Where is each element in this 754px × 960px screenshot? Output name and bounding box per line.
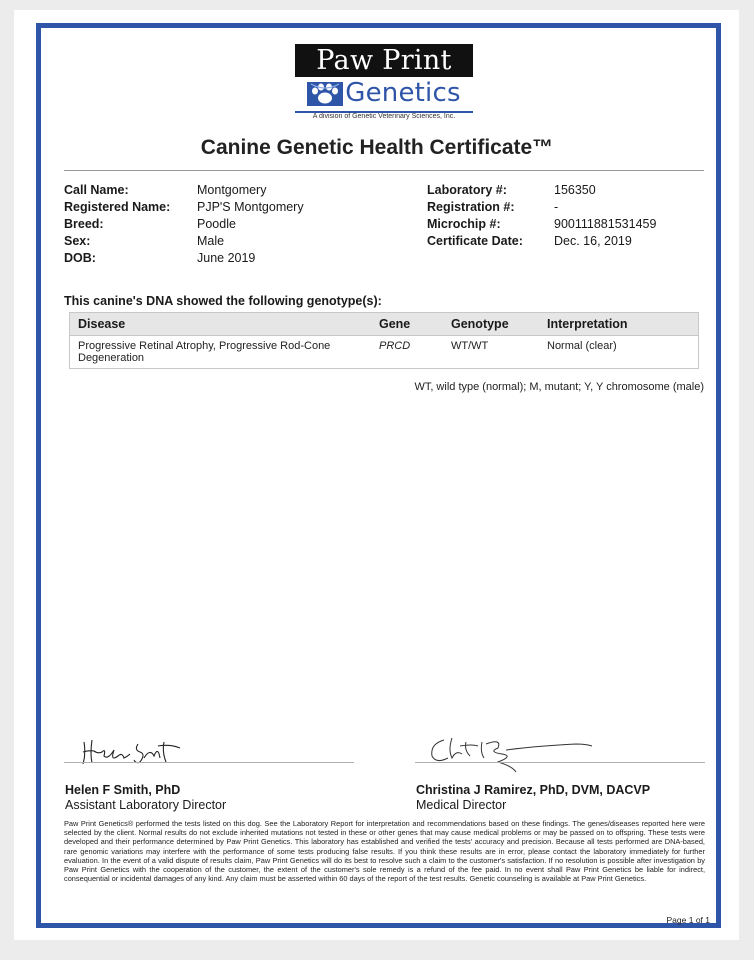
info-label: Certificate Date: <box>427 234 523 248</box>
cell-gene: PRCD <box>379 340 411 352</box>
info-label: Microchip #: <box>427 217 501 231</box>
info-value: Male <box>197 234 225 248</box>
cell-interpretation: Normal (clear) <box>547 340 617 352</box>
lab-info-row <box>427 233 656 250</box>
signature-helen-smith <box>80 736 190 768</box>
dog-info-row <box>64 216 304 233</box>
info-label: Registration #: <box>427 200 515 214</box>
signature-line-left <box>64 762 354 763</box>
dog-info-row <box>64 182 304 199</box>
lab-info-row <box>427 199 656 216</box>
genotype-table <box>69 312 699 369</box>
signature-christina-ramirez <box>426 732 596 776</box>
header-interpretation: Interpretation <box>539 313 699 336</box>
signatory-name: Christina J Ramirez, PhD, DVM, DACVP <box>416 783 651 797</box>
certificate-title: Canine Genetic Health Certificate™ <box>200 136 554 159</box>
logo-line1: Paw Print <box>295 44 473 77</box>
lab-info-row <box>427 216 656 233</box>
lab-info-block <box>427 182 656 250</box>
header-disease: Disease <box>70 313 372 336</box>
table-row <box>70 336 699 369</box>
table-header-row <box>70 313 699 336</box>
dog-info-block <box>64 182 304 267</box>
header-gene: Gene <box>371 313 443 336</box>
dog-info-row <box>64 250 304 267</box>
cell-genotype: WT/WT <box>451 340 489 352</box>
signatory-role: Medical Director <box>416 798 507 812</box>
info-label: Registered Name: <box>64 200 171 214</box>
logo-subtitle: A division of Genetic Veterinary Sciences, Inc. <box>312 113 456 120</box>
info-label: DOB: <box>64 251 96 265</box>
genotype-legend: WT, wild type (normal); M, mutant; Y, Y chromosome (male) <box>414 381 704 393</box>
info-value: - <box>554 200 559 214</box>
dog-info-row <box>64 199 304 216</box>
info-label: Call Name: <box>64 183 129 197</box>
genotype-heading: This canine's DNA showed the following genotype(s): <box>64 294 382 308</box>
page-number: Page 1 of 1 <box>666 915 710 925</box>
dog-info-row <box>64 233 304 250</box>
info-label: Breed: <box>64 217 104 231</box>
lab-info-row <box>427 182 656 199</box>
title-divider <box>64 170 704 171</box>
cell-disease: Progressive Retinal Atrophy, Progressive Rod-Cone Degeneration <box>78 340 331 364</box>
header-genotype: Genotype <box>443 313 539 336</box>
info-value: PJP'S Montgomery <box>197 200 304 214</box>
logo-line2: Genetics <box>345 78 461 108</box>
signature-line-right <box>415 762 705 763</box>
info-value: June 2019 <box>197 251 256 265</box>
paw-dna-icon <box>307 78 343 108</box>
info-label: Laboratory #: <box>427 183 507 197</box>
info-value: Poodle <box>197 217 236 231</box>
signatory-name: Helen F Smith, PhD <box>65 783 181 797</box>
info-value: Montgomery <box>197 183 267 197</box>
info-value: 900111881531459 <box>554 217 657 231</box>
info-value: Dec. 16, 2019 <box>554 234 632 248</box>
info-label: Sex: <box>64 234 91 248</box>
disclaimer-text: Paw Print Genetics® performed the tests listed on this dog. See the Laboratory Report for interpretation and recommendations based on these findings. The genes/diseases reported here were selected by the client. Normal results do not exclude inherited mutations not tested in these or other genes that may cause medical problems or may be passed on to offspring. These tests were developed and their performance determined by Paw Print Genetics. This laboratory has established and verified the tests' accuracy and precision. Because all tests performed are DNA-based, rare genomic variations may interfere with the performance of some tests producing false results. If you think these results are in error, please contact the laboratory immediately for further evaluation. In the event of a valid dispute of results claim, Paw Print Genetics will do its best to resolve such a claim to the customer's satisfaction. If no resolution is possible after investigation by Paw Print Genetics with the cooperation of the customer, the extent of the customer's sole remedy is a refund of the fee paid. In no event shall Paw Print Genetics be liable for indirect, consequential or incidental damages of any kind. Any claim must be asserted within 60 days of the report of the test results. Genetic counseling is available at Paw Print Genetics. <box>64 819 705 884</box>
info-value: 156350 <box>554 183 596 197</box>
logo-line2-wrap <box>295 77 473 109</box>
paw-print-genetics-logo <box>295 44 473 120</box>
signatory-role: Assistant Laboratory Director <box>65 798 227 812</box>
